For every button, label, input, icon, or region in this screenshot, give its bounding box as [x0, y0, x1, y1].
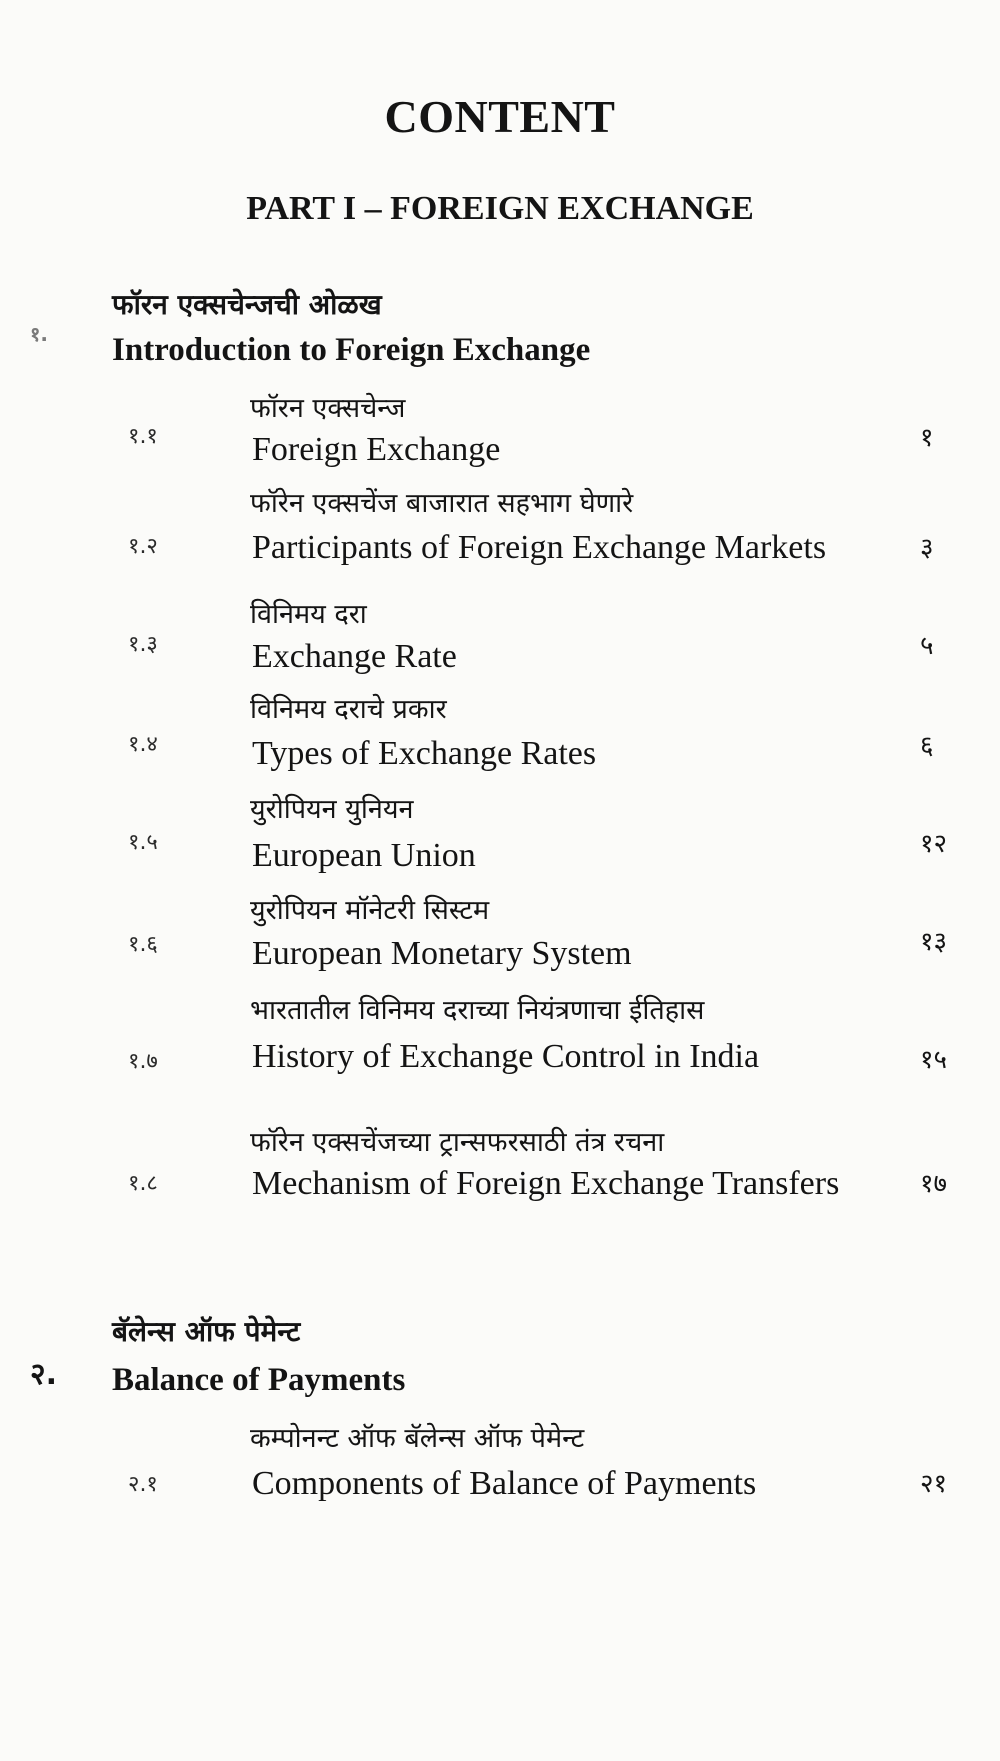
section-title-english: Types of Exchange Rates	[252, 735, 597, 772]
section-title-marathi: फॉरन एक्सचेन्ज	[250, 393, 406, 424]
chapter-title-english: Introduction to Foreign Exchange	[112, 332, 591, 368]
page-number: ६	[920, 731, 934, 761]
section-title-english: Mechanism of Foreign Exchange Transfers	[252, 1165, 840, 1202]
section-title-marathi: विनिमय दरा	[250, 599, 367, 630]
page-number: ३	[920, 533, 934, 563]
section-title-marathi: भारतातील विनिमय दराच्या नियंत्रणाचा ईतिहास	[250, 995, 705, 1026]
section-number: १.८	[128, 1171, 158, 1196]
chapter-number: २.	[30, 1357, 57, 1392]
chapter-title-marathi: फॉरन एक्सचेन्जची ओळख	[112, 288, 382, 321]
section-title-english: Exchange Rate	[252, 638, 457, 675]
section-title-english: European Union	[252, 837, 476, 874]
section-title-english: Foreign Exchange	[252, 431, 501, 468]
section-title-english: European Monetary System	[252, 935, 632, 972]
section-number: २.१	[128, 1472, 158, 1497]
section-title-marathi: फॉरेन एक्सचेंजच्या ट्रान्सफरसाठी तंत्र रचना	[250, 1127, 665, 1158]
page-number: १७	[920, 1169, 948, 1199]
section-title-marathi: फॉरेन एक्सचेंज बाजारात सहभाग घेणारे	[250, 488, 634, 519]
section-title-english: Participants of Foreign Exchange Markets	[252, 529, 827, 566]
section-number: १.३	[128, 632, 158, 657]
section-title-marathi: युरोपियन मॉनेटरी सिस्टम	[250, 895, 490, 926]
chapter-title-marathi: बॅलेन्स ऑफ पेमेन्ट	[112, 1315, 301, 1348]
section-title-english: History of Exchange Control in India	[252, 1038, 760, 1075]
section-number: १.७	[128, 1049, 158, 1074]
section-number: १.६	[128, 932, 158, 957]
section-title-english: Components of Balance of Payments	[252, 1465, 757, 1502]
page-title: CONTENT	[384, 91, 616, 142]
page-number: १	[920, 423, 934, 453]
section-number: १.१	[128, 424, 158, 449]
section-title-marathi: कम्पोनन्ट ऑफ बॅलेन्स ऑफ पेमेन्ट	[250, 1423, 585, 1454]
section-number: १.५	[128, 830, 158, 855]
page-number: ५	[920, 631, 934, 661]
page-number: १२	[920, 829, 948, 859]
section-title-marathi: युरोपियन युनियन	[250, 794, 414, 825]
section-number: १.२	[128, 534, 158, 559]
section-number: १.४	[128, 732, 158, 757]
part-heading: PART I – FOREIGN EXCHANGE	[246, 190, 754, 227]
chapter-title-english: Balance of Payments	[112, 1362, 406, 1398]
section-title-marathi: विनिमय दराचे प्रकार	[250, 694, 447, 725]
chapter-number: १.	[30, 322, 48, 346]
page-number: २१	[920, 1469, 948, 1499]
page-number: १५	[920, 1045, 948, 1075]
page-number: १३	[920, 927, 948, 957]
